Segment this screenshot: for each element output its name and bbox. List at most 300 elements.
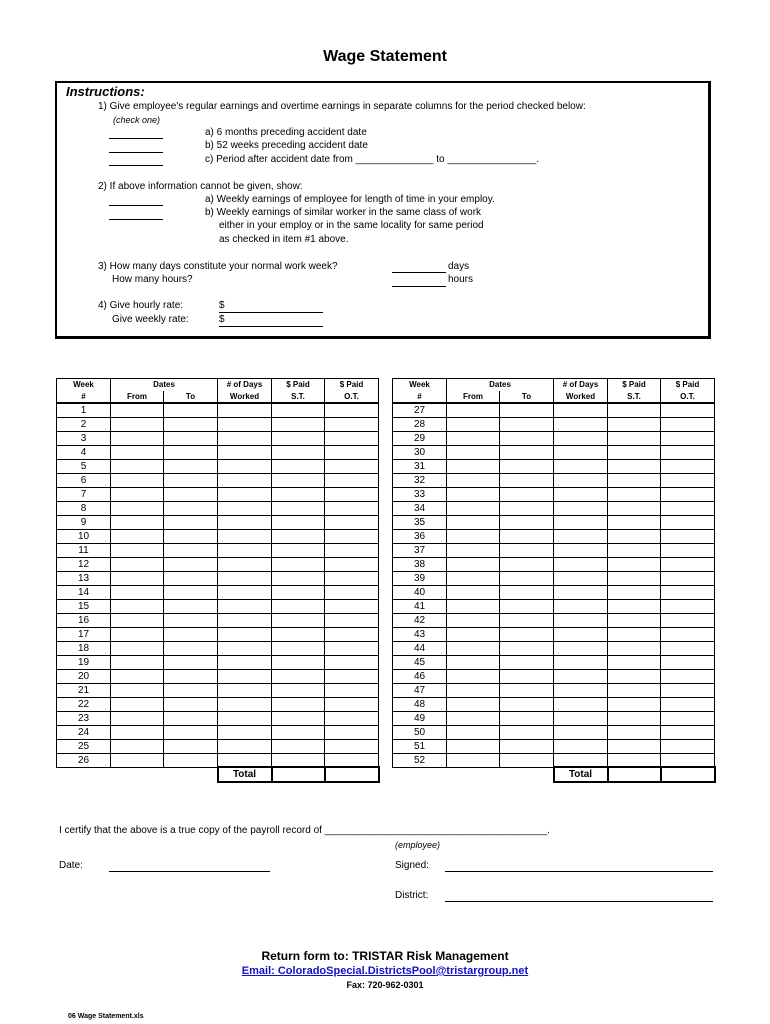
days-worked-cell[interactable]: [554, 417, 608, 431]
paid-st-cell[interactable]: [272, 669, 325, 683]
date-from-cell[interactable]: [447, 459, 500, 473]
email-link[interactable]: Email: ColoradoSpecial.DistrictsPool@tristargroup.net: [241, 965, 529, 977]
date-to-cell[interactable]: [164, 599, 218, 613]
paid-ot-cell[interactable]: [325, 669, 379, 683]
paid-ot-cell[interactable]: [325, 431, 379, 445]
paid-st-cell[interactable]: [272, 529, 325, 543]
days-worked-cell[interactable]: [554, 725, 608, 739]
date-to-cell[interactable]: [164, 501, 218, 515]
paid-st-cell[interactable]: [608, 515, 661, 529]
date-to-cell[interactable]: [500, 501, 554, 515]
date-from-cell[interactable]: [111, 417, 164, 431]
check-blank-2b[interactable]: [109, 219, 163, 220]
date-to-cell[interactable]: [164, 683, 218, 697]
days-worked-cell[interactable]: [554, 599, 608, 613]
date-from-cell[interactable]: [447, 613, 500, 627]
days-worked-cell[interactable]: [554, 501, 608, 515]
paid-ot-cell[interactable]: [661, 711, 715, 725]
paid-ot-cell[interactable]: [661, 515, 715, 529]
paid-ot-cell[interactable]: [661, 445, 715, 459]
date-to-cell[interactable]: [500, 529, 554, 543]
date-to-cell[interactable]: [500, 543, 554, 557]
paid-st-cell[interactable]: [608, 655, 661, 669]
date-from-cell[interactable]: [111, 543, 164, 557]
days-worked-cell[interactable]: [218, 683, 272, 697]
days-worked-cell[interactable]: [554, 655, 608, 669]
paid-ot-cell[interactable]: [325, 613, 379, 627]
week-number: 52: [393, 753, 447, 767]
paid-st-cell[interactable]: [608, 487, 661, 501]
date-to-cell[interactable]: [164, 739, 218, 753]
date-from-cell[interactable]: [447, 641, 500, 655]
paid-ot-cell[interactable]: [325, 711, 379, 725]
date-to-cell[interactable]: [164, 445, 218, 459]
date-to-cell[interactable]: [164, 613, 218, 627]
days-worked-cell[interactable]: [218, 473, 272, 487]
date-to-cell[interactable]: [164, 487, 218, 501]
date-field[interactable]: [109, 871, 270, 872]
days-worked-cell[interactable]: [218, 557, 272, 571]
date-from-cell[interactable]: [111, 683, 164, 697]
date-from-cell[interactable]: [447, 585, 500, 599]
date-from-cell[interactable]: [111, 599, 164, 613]
paid-ot-cell[interactable]: [661, 655, 715, 669]
weekly-rate-field[interactable]: [219, 326, 323, 327]
date-to-cell[interactable]: [500, 725, 554, 739]
paid-st-cell[interactable]: [608, 599, 661, 613]
table-row: [57, 711, 379, 725]
spacer-cell: [164, 767, 218, 782]
paid-ot-cell[interactable]: [325, 753, 379, 767]
date-to-cell[interactable]: [164, 585, 218, 599]
date-to-cell[interactable]: [500, 417, 554, 431]
paid-ot-cell[interactable]: [661, 487, 715, 501]
date-from-cell[interactable]: [111, 739, 164, 753]
days-worked-cell[interactable]: [218, 655, 272, 669]
district-field[interactable]: [445, 901, 713, 902]
paid-ot-cell[interactable]: [325, 515, 379, 529]
date-to-cell[interactable]: [500, 711, 554, 725]
days-worked-cell[interactable]: [218, 487, 272, 501]
paid-ot-cell[interactable]: [661, 571, 715, 585]
days-worked-cell[interactable]: [218, 445, 272, 459]
paid-st-cell[interactable]: [272, 599, 325, 613]
paid-ot-cell[interactable]: [661, 431, 715, 445]
week-number: 24: [57, 725, 111, 739]
paid-ot-cell[interactable]: [325, 655, 379, 669]
paid-st-cell[interactable]: [608, 697, 661, 711]
date-to-cell[interactable]: [164, 403, 218, 418]
paid-ot-cell[interactable]: [661, 585, 715, 599]
paid-ot-cell[interactable]: [325, 585, 379, 599]
paid-ot-cell[interactable]: [661, 627, 715, 641]
paid-st-cell[interactable]: [272, 711, 325, 725]
days-worked-cell[interactable]: [554, 473, 608, 487]
days-worked-cell[interactable]: [554, 613, 608, 627]
date-to-cell[interactable]: [164, 473, 218, 487]
days-worked-cell[interactable]: [554, 683, 608, 697]
date-to-cell[interactable]: [500, 613, 554, 627]
date-to-cell[interactable]: [500, 487, 554, 501]
paid-ot-cell[interactable]: [325, 739, 379, 753]
paid-st-cell[interactable]: [272, 655, 325, 669]
total-st-cell[interactable]: [272, 767, 325, 782]
paid-st-cell[interactable]: [608, 641, 661, 655]
paid-ot-cell[interactable]: [661, 417, 715, 431]
date-to-cell[interactable]: [500, 599, 554, 613]
date-from-cell[interactable]: [111, 515, 164, 529]
date-to-cell[interactable]: [164, 697, 218, 711]
paid-st-cell[interactable]: [608, 431, 661, 445]
date-to-cell[interactable]: [500, 655, 554, 669]
date-from-cell[interactable]: [447, 445, 500, 459]
days-worked-cell[interactable]: [554, 403, 608, 418]
paid-ot-cell[interactable]: [325, 697, 379, 711]
days-worked-cell[interactable]: [218, 753, 272, 767]
paid-st-cell[interactable]: [608, 753, 661, 767]
date-from-cell[interactable]: [447, 431, 500, 445]
date-from-cell[interactable]: [111, 627, 164, 641]
date-from-cell[interactable]: [111, 711, 164, 725]
date-to-cell[interactable]: [500, 473, 554, 487]
paid-ot-cell[interactable]: [325, 487, 379, 501]
date-to-cell[interactable]: [164, 515, 218, 529]
date-from-cell[interactable]: [111, 557, 164, 571]
date-from-cell[interactable]: [447, 403, 500, 418]
days-worked-cell[interactable]: [554, 571, 608, 585]
paid-ot-cell[interactable]: [325, 473, 379, 487]
date-from-cell[interactable]: [447, 669, 500, 683]
paid-ot-cell[interactable]: [661, 473, 715, 487]
days-worked-cell[interactable]: [218, 501, 272, 515]
days-worked-cell[interactable]: [554, 487, 608, 501]
paid-st-cell[interactable]: [272, 739, 325, 753]
date-to-cell[interactable]: [500, 459, 554, 473]
date-to-cell[interactable]: [164, 529, 218, 543]
days-worked-cell[interactable]: [554, 445, 608, 459]
hourly-rate-label: 4) Give hourly rate:: [98, 300, 184, 311]
paid-st-cell[interactable]: [272, 543, 325, 557]
date-to-cell[interactable]: [164, 543, 218, 557]
table-row: [57, 683, 379, 697]
paid-ot-cell[interactable]: [661, 529, 715, 543]
paid-st-cell[interactable]: [272, 641, 325, 655]
paid-st-cell[interactable]: [608, 459, 661, 473]
paid-ot-cell[interactable]: [325, 417, 379, 431]
paid-st-cell[interactable]: [272, 403, 325, 418]
paid-ot-cell[interactable]: [325, 725, 379, 739]
check-blank-b[interactable]: [109, 152, 163, 153]
paid-st-cell[interactable]: [608, 543, 661, 557]
date-to-cell[interactable]: [164, 557, 218, 571]
date-from-cell[interactable]: [111, 641, 164, 655]
date-from-cell[interactable]: [111, 529, 164, 543]
date-from-cell[interactable]: [111, 697, 164, 711]
table-row: [57, 487, 379, 501]
paid-ot-cell[interactable]: [325, 445, 379, 459]
paid-ot-cell[interactable]: [661, 697, 715, 711]
header-paid-st: $ Paid: [608, 379, 661, 391]
date-from-cell[interactable]: [111, 725, 164, 739]
date-to-cell[interactable]: [500, 683, 554, 697]
days-worked-cell[interactable]: [218, 459, 272, 473]
week-number: 29: [393, 431, 447, 445]
paid-ot-cell[interactable]: [661, 669, 715, 683]
days-worked-cell[interactable]: [554, 585, 608, 599]
date-from-cell[interactable]: [447, 487, 500, 501]
date-from-cell[interactable]: [447, 473, 500, 487]
paid-ot-cell[interactable]: [325, 501, 379, 515]
date-to-cell[interactable]: [164, 431, 218, 445]
date-to-cell[interactable]: [164, 641, 218, 655]
table-row: [57, 459, 379, 473]
hourly-rate-field[interactable]: [219, 312, 323, 313]
date-from-cell[interactable]: [447, 711, 500, 725]
paid-ot-cell[interactable]: [661, 725, 715, 739]
paid-ot-cell[interactable]: [325, 627, 379, 641]
paid-ot-cell[interactable]: [325, 599, 379, 613]
paid-ot-cell[interactable]: [325, 543, 379, 557]
paid-st-cell[interactable]: [608, 683, 661, 697]
date-to-cell[interactable]: [164, 753, 218, 767]
paid-ot-cell[interactable]: [325, 571, 379, 585]
days-worked-cell[interactable]: [218, 739, 272, 753]
paid-ot-cell[interactable]: [661, 599, 715, 613]
days-worked-cell[interactable]: [218, 571, 272, 585]
paid-st-cell[interactable]: [608, 725, 661, 739]
days-worked-cell[interactable]: [554, 641, 608, 655]
week-number: 7: [57, 487, 111, 501]
days-worked-cell[interactable]: [554, 669, 608, 683]
week-number: 15: [57, 599, 111, 613]
paid-ot-cell[interactable]: [325, 459, 379, 473]
total-st-cell[interactable]: [608, 767, 661, 782]
days-worked-cell[interactable]: [218, 515, 272, 529]
table-row: [393, 599, 715, 613]
days-worked-cell[interactable]: [218, 613, 272, 627]
page-title: Wage Statement: [323, 48, 447, 65]
total-ot-cell[interactable]: [325, 767, 379, 782]
days-worked-cell[interactable]: [218, 431, 272, 445]
date-to-cell[interactable]: [164, 571, 218, 585]
date-from-cell[interactable]: [111, 501, 164, 515]
paid-st-cell[interactable]: [608, 739, 661, 753]
paid-st-cell[interactable]: [272, 725, 325, 739]
date-from-cell[interactable]: [447, 753, 500, 767]
paid-st-cell[interactable]: [272, 585, 325, 599]
days-worked-cell[interactable]: [554, 627, 608, 641]
header-worked: Worked: [554, 391, 608, 403]
paid-st-cell[interactable]: [272, 557, 325, 571]
days-worked-cell[interactable]: [218, 417, 272, 431]
date-from-cell[interactable]: [447, 417, 500, 431]
date-to-cell[interactable]: [500, 669, 554, 683]
paid-st-cell[interactable]: [608, 557, 661, 571]
date-to-cell[interactable]: [500, 403, 554, 418]
paid-st-cell[interactable]: [608, 445, 661, 459]
date-to-cell[interactable]: [500, 557, 554, 571]
days-worked-cell[interactable]: [554, 739, 608, 753]
date-from-cell[interactable]: [447, 501, 500, 515]
paid-st-cell[interactable]: [608, 529, 661, 543]
total-label: Total: [554, 767, 608, 782]
date-to-cell[interactable]: [500, 739, 554, 753]
paid-ot-cell[interactable]: [661, 613, 715, 627]
paid-ot-cell[interactable]: [661, 753, 715, 767]
date-from-cell[interactable]: [447, 529, 500, 543]
paid-st-cell[interactable]: [272, 515, 325, 529]
date-from-cell[interactable]: [447, 739, 500, 753]
date-to-cell[interactable]: [500, 445, 554, 459]
date-from-cell[interactable]: [447, 683, 500, 697]
date-from-cell[interactable]: [111, 613, 164, 627]
date-from-cell[interactable]: [111, 487, 164, 501]
date-to-cell[interactable]: [164, 711, 218, 725]
date-to-cell[interactable]: [164, 725, 218, 739]
paid-st-cell[interactable]: [272, 459, 325, 473]
instruction-item-2: 2) If above information cannot be given, show:: [98, 181, 303, 192]
date-from-cell[interactable]: [111, 445, 164, 459]
days-worked-cell[interactable]: [218, 529, 272, 543]
paid-ot-cell[interactable]: [325, 683, 379, 697]
days-worked-cell[interactable]: [218, 599, 272, 613]
certify-text: I certify that the above is a true copy of the payroll record of ________________________________________.: [59, 825, 550, 836]
date-to-cell[interactable]: [164, 669, 218, 683]
paid-ot-cell[interactable]: [661, 543, 715, 557]
days-worked-cell[interactable]: [554, 515, 608, 529]
paid-st-cell[interactable]: [272, 627, 325, 641]
spacer-cell: [500, 767, 554, 782]
date-from-cell[interactable]: [447, 627, 500, 641]
paid-ot-cell[interactable]: [661, 683, 715, 697]
paid-ot-cell[interactable]: [661, 641, 715, 655]
days-worked-cell[interactable]: [554, 711, 608, 725]
date-from-cell[interactable]: [111, 459, 164, 473]
date-to-cell[interactable]: [164, 655, 218, 669]
paid-ot-cell[interactable]: [661, 459, 715, 473]
paid-st-cell[interactable]: [272, 431, 325, 445]
paid-st-cell[interactable]: [608, 571, 661, 585]
paid-st-cell[interactable]: [608, 473, 661, 487]
paid-ot-cell[interactable]: [661, 739, 715, 753]
paid-ot-cell[interactable]: [661, 557, 715, 571]
date-from-cell[interactable]: [111, 473, 164, 487]
days-worked-cell[interactable]: [218, 641, 272, 655]
paid-st-cell[interactable]: [272, 613, 325, 627]
paid-ot-cell[interactable]: [661, 403, 715, 418]
days-field[interactable]: [392, 272, 446, 273]
paid-st-cell[interactable]: [608, 417, 661, 431]
days-worked-cell[interactable]: [218, 725, 272, 739]
days-worked-cell[interactable]: [554, 431, 608, 445]
date-from-cell[interactable]: [447, 655, 500, 669]
paid-ot-cell[interactable]: [325, 641, 379, 655]
days-worked-cell[interactable]: [554, 697, 608, 711]
paid-st-cell[interactable]: [272, 753, 325, 767]
days-worked-cell[interactable]: [554, 753, 608, 767]
signature-field[interactable]: [445, 871, 713, 872]
date-to-cell[interactable]: [500, 515, 554, 529]
date-from-cell[interactable]: [447, 725, 500, 739]
date-to-cell[interactable]: [164, 417, 218, 431]
table-row: [393, 473, 715, 487]
days-worked-cell[interactable]: [218, 543, 272, 557]
date-to-cell[interactable]: [500, 641, 554, 655]
paid-st-cell[interactable]: [272, 501, 325, 515]
week-number: 6: [57, 473, 111, 487]
date-from-cell[interactable]: [111, 585, 164, 599]
date-to-cell[interactable]: [500, 585, 554, 599]
paid-st-cell[interactable]: [608, 711, 661, 725]
days-worked-cell[interactable]: [554, 529, 608, 543]
paid-st-cell[interactable]: [608, 501, 661, 515]
date-from-cell[interactable]: [447, 697, 500, 711]
total-ot-cell[interactable]: [661, 767, 715, 782]
date-from-cell[interactable]: [111, 403, 164, 418]
paid-st-cell[interactable]: [272, 445, 325, 459]
date-to-cell[interactable]: [500, 571, 554, 585]
date-from-cell[interactable]: [447, 557, 500, 571]
paid-st-cell[interactable]: [272, 487, 325, 501]
date-to-cell[interactable]: [500, 753, 554, 767]
check-blank-c[interactable]: [109, 165, 163, 166]
date-to-cell[interactable]: [164, 627, 218, 641]
paid-ot-cell[interactable]: [661, 501, 715, 515]
date-from-cell[interactable]: [447, 515, 500, 529]
days-worked-cell[interactable]: [218, 403, 272, 418]
days-worked-cell[interactable]: [218, 669, 272, 683]
days-worked-cell[interactable]: [218, 697, 272, 711]
days-worked-cell[interactable]: [218, 627, 272, 641]
paid-st-cell[interactable]: [608, 613, 661, 627]
paid-st-cell[interactable]: [272, 683, 325, 697]
days-worked-cell[interactable]: [554, 543, 608, 557]
check-blank-a[interactable]: [109, 138, 163, 139]
check-blank-2a[interactable]: [109, 205, 163, 206]
paid-st-cell[interactable]: [608, 669, 661, 683]
paid-st-cell[interactable]: [272, 417, 325, 431]
date-to-cell[interactable]: [500, 431, 554, 445]
date-to-cell[interactable]: [500, 697, 554, 711]
date-from-cell[interactable]: [447, 543, 500, 557]
days-worked-cell[interactable]: [218, 585, 272, 599]
paid-ot-cell[interactable]: [325, 529, 379, 543]
paid-ot-cell[interactable]: [325, 557, 379, 571]
week-number: 36: [393, 529, 447, 543]
paid-ot-cell[interactable]: [325, 403, 379, 418]
paid-st-cell[interactable]: [608, 627, 661, 641]
days-worked-cell[interactable]: [554, 459, 608, 473]
days-worked-cell[interactable]: [554, 557, 608, 571]
date-to-cell[interactable]: [164, 459, 218, 473]
week-number: 40: [393, 585, 447, 599]
date-from-cell[interactable]: [447, 599, 500, 613]
date-from-cell[interactable]: [111, 431, 164, 445]
days-worked-cell[interactable]: [218, 711, 272, 725]
date-from-cell[interactable]: [111, 753, 164, 767]
paid-st-cell[interactable]: [608, 585, 661, 599]
date-to-cell[interactable]: [500, 627, 554, 641]
date-from-cell[interactable]: [447, 571, 500, 585]
paid-st-cell[interactable]: [272, 571, 325, 585]
date-from-cell[interactable]: [111, 571, 164, 585]
paid-st-cell[interactable]: [272, 697, 325, 711]
date-from-cell[interactable]: [111, 669, 164, 683]
hours-field[interactable]: [392, 286, 446, 287]
paid-st-cell[interactable]: [272, 473, 325, 487]
date-from-cell[interactable]: [111, 655, 164, 669]
paid-st-cell[interactable]: [608, 403, 661, 418]
